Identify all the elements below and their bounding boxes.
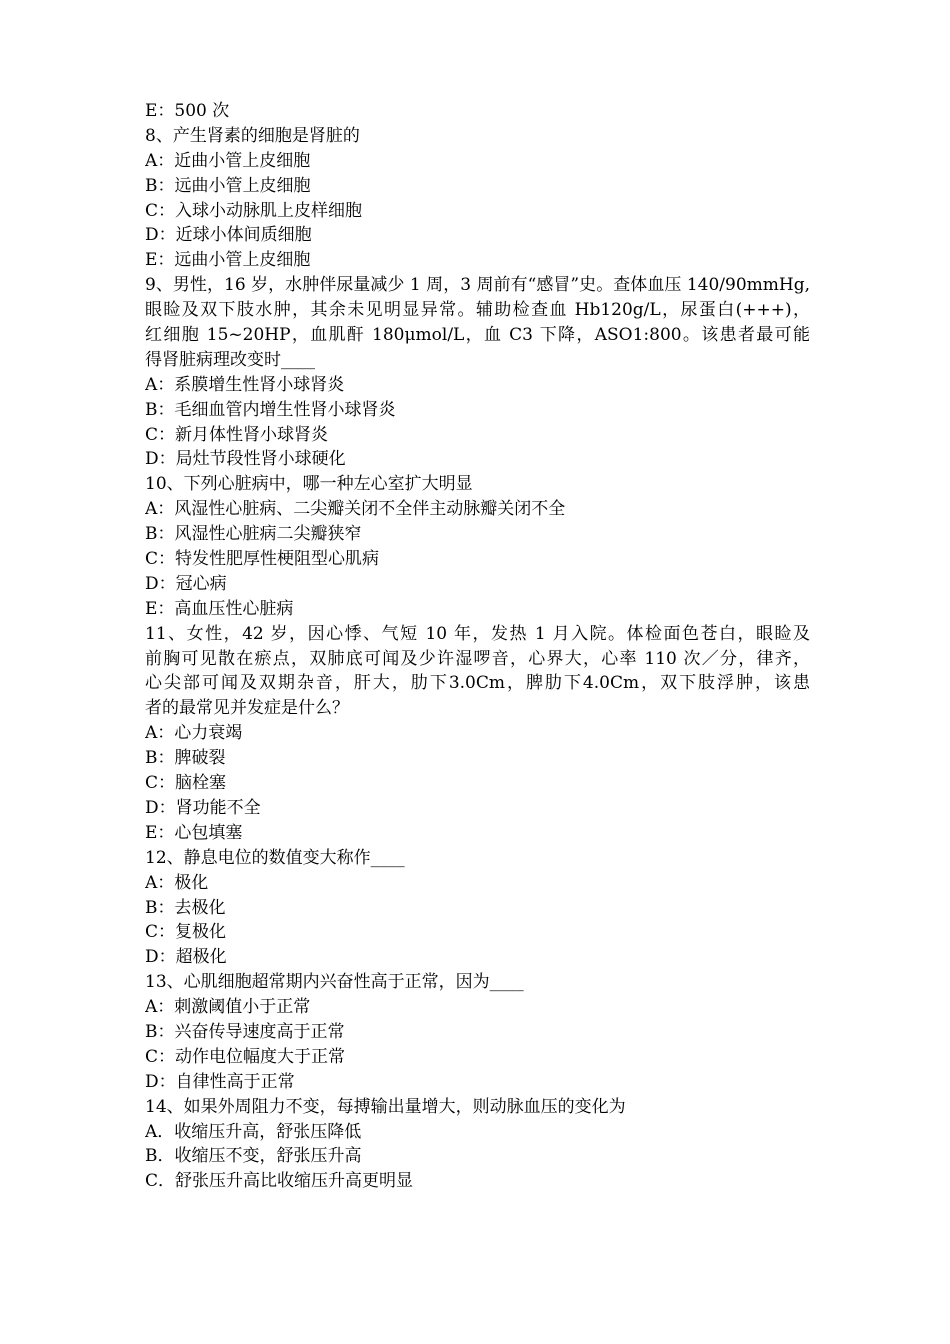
option-d-q10: D：冠心病	[145, 573, 227, 594]
question-13: 13、心肌细胞超常期内兴奋性高于正常，因为____	[145, 972, 524, 993]
option-d-q13: D：自律性高于正常	[145, 1071, 295, 1092]
question-11-line-2: 前胸可见散在瘀点，双肺底可闻及少许湿啰音，心界大，心率 110 次／分，律齐，	[145, 648, 810, 669]
option-c-q11: C：脑栓塞	[145, 773, 227, 794]
option-c-q9: C：新月体性肾小球肾炎	[145, 424, 329, 445]
option-b-q11: B：脾破裂	[145, 748, 226, 769]
question-11-line-4: 者的最常见并发症是什么？	[145, 698, 349, 719]
option-c-q8: C：入球小动脉肌上皮样细胞	[145, 200, 363, 221]
option-e-q7: E：500 次	[145, 101, 230, 121]
option-b-q9: B：毛细血管内增生性肾小球肾炎	[145, 399, 396, 420]
option-e-q10: E：高血压性心脏病	[145, 598, 294, 619]
option-a-q11: A：心力衰竭	[145, 723, 243, 744]
question-14: 14、如果外周阻力不变，每搏输出量增大，则动脉血压的变化为	[145, 1096, 626, 1117]
option-c-q10: C：特发性肥厚性梗阻型心肌病	[145, 549, 380, 570]
question-8: 8、产生肾素的细胞是肾脏的	[145, 125, 360, 146]
option-a-q13: A：刺激阈值小于正常	[145, 997, 311, 1018]
question-9-line-3: 红细胞 15~20HP，血肌酐 180μmol/L，血 C3 下降，ASO1:800。该患者最可能	[145, 325, 810, 346]
document-page	[145, 99, 810, 1194]
question-9-line-1: 9、男性，16 岁，水肿伴尿量减少 1 周，3 周前有“感冒”史。查体血压 140/90mmHg,	[145, 275, 810, 296]
option-b-q14: B．收缩压不变，舒张压升高	[145, 1146, 362, 1167]
option-a-q12: A：极化	[145, 872, 209, 893]
option-c-q14: C．舒张压升高比收缩压升高更明显	[145, 1171, 414, 1192]
option-c-q13: C：动作电位幅度大于正常	[145, 1046, 346, 1067]
option-c-q12: C：复极化	[145, 922, 227, 943]
option-d-q11: D：肾功能不全	[145, 797, 261, 818]
option-b-q13: B：兴奋传导速度高于正常	[145, 1021, 345, 1042]
option-a-q9: A：系膜增生性肾小球肾炎	[145, 374, 345, 395]
option-e-q8: E：远曲小管上皮细胞	[145, 250, 311, 271]
question-9-line-4: 得肾脏病理改变时____	[145, 349, 315, 370]
option-b-q10: B：风湿性心脏病二尖瓣狭窄	[145, 524, 362, 545]
option-b-q12: B：去极化	[145, 897, 226, 918]
question-9-line-2: 眼睑及双下肢水肿，其余未见明显异常。辅助检查血 Hb120g/L，尿蛋白(+++)，	[145, 300, 810, 321]
question-11-line-1: 11、女性，42 岁，因心悸、气短 10 年，发热 1 月入院。体检面色苍白，眼睑及	[145, 623, 810, 644]
option-a-q14: A．收缩压升高，舒张压降低	[145, 1121, 362, 1142]
question-12: 12、静息电位的数值变大称作____	[145, 847, 405, 868]
option-d-q9: D：局灶节段性肾小球硬化	[145, 449, 346, 470]
question-10: 10、下列心脏病中，哪一种左心室扩大明显	[145, 474, 473, 495]
option-d-q12: D：超极化	[145, 947, 227, 968]
option-e-q11: E：心包填塞	[145, 822, 243, 843]
option-d-q8: D：近球小体间质细胞	[145, 225, 312, 246]
option-a-q8: A：近曲小管上皮细胞	[145, 150, 311, 171]
option-b-q8: B：远曲小管上皮细胞	[145, 175, 311, 196]
question-11-line-3: 心尖部可闻及双期杂音，肝大，肋下3.0Cm，脾肋下4.0Cm，双下肢浮肿，该患	[145, 673, 810, 694]
option-a-q10: A：风湿性心脏病、二尖瓣关闭不全伴主动脉瓣关闭不全	[145, 499, 566, 520]
